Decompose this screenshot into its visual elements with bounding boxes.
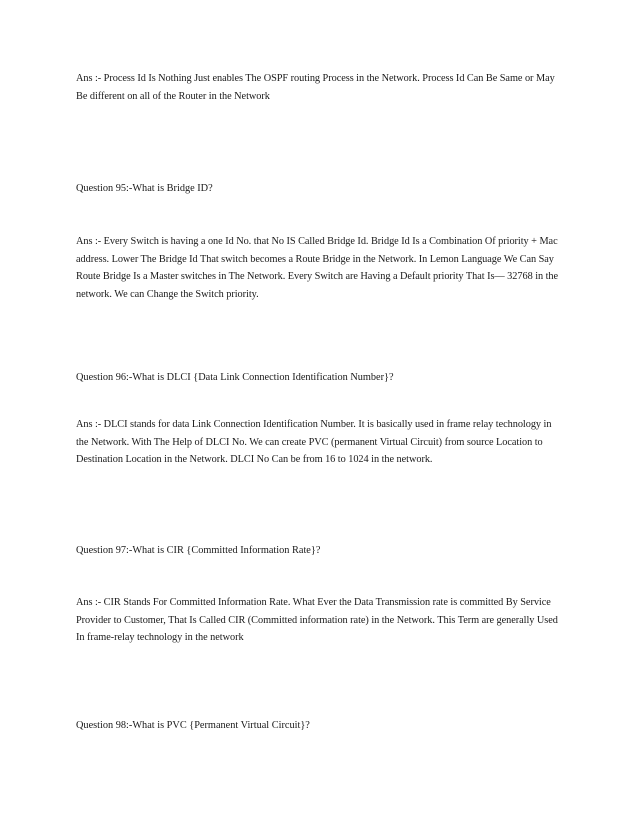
question-95-bridge-id: Question 95:-What is Bridge ID? [76,183,213,194]
question-97-cir: Question 97:-What is CIR {Committed Information Rate}? [76,545,321,556]
answer-cir: Ans :- CIR Stands For Committed Information Rate. What Ever the Data Transmission rate is committed By Service Provider to Customer, That Is Called CIR (Committed information rate) in the Network. This Term are generally Used In frame-relay technology in the network [76,597,558,643]
question-98-pvc: Question 98:-What is PVC {Permanent Virtual Circuit}? [76,720,310,731]
answer-bridge-id: Ans :- Every Switch is having a one Id No. that No IS Called Bridge Id. Bridge Id Is a Combination Of priority + Mac address. Lower The Bridge Id That switch becomes a Route Bridge in the Network. In Lemon Language We Can Say Route Bridge Is a Master switches in The Network. Every Switch are Having a Default priority That Is— 32768 in the network. We can Change the Switch priority. [76,236,559,300]
question-96-dlci: Question 96:-What is DLCI {Data Link Connection Identification Number}? [76,372,394,383]
answer-ospf-process-id: Ans :- Process Id Is Nothing Just enables The OSPF routing Process in the Network. Process Id Can Be Same or May Be different on all of the Router in the Network [76,73,555,102]
answer-dlci: Ans :- DLCI stands for data Link Connection Identification Number. It is basically used in frame relay technology in the Network. With The Help of DLCI No. We can create PVC (permanent Virtual Circuit) from source Location to Destination Location in the Network. DLCI No Can be from 16 to 1024 in the network. [76,419,552,465]
